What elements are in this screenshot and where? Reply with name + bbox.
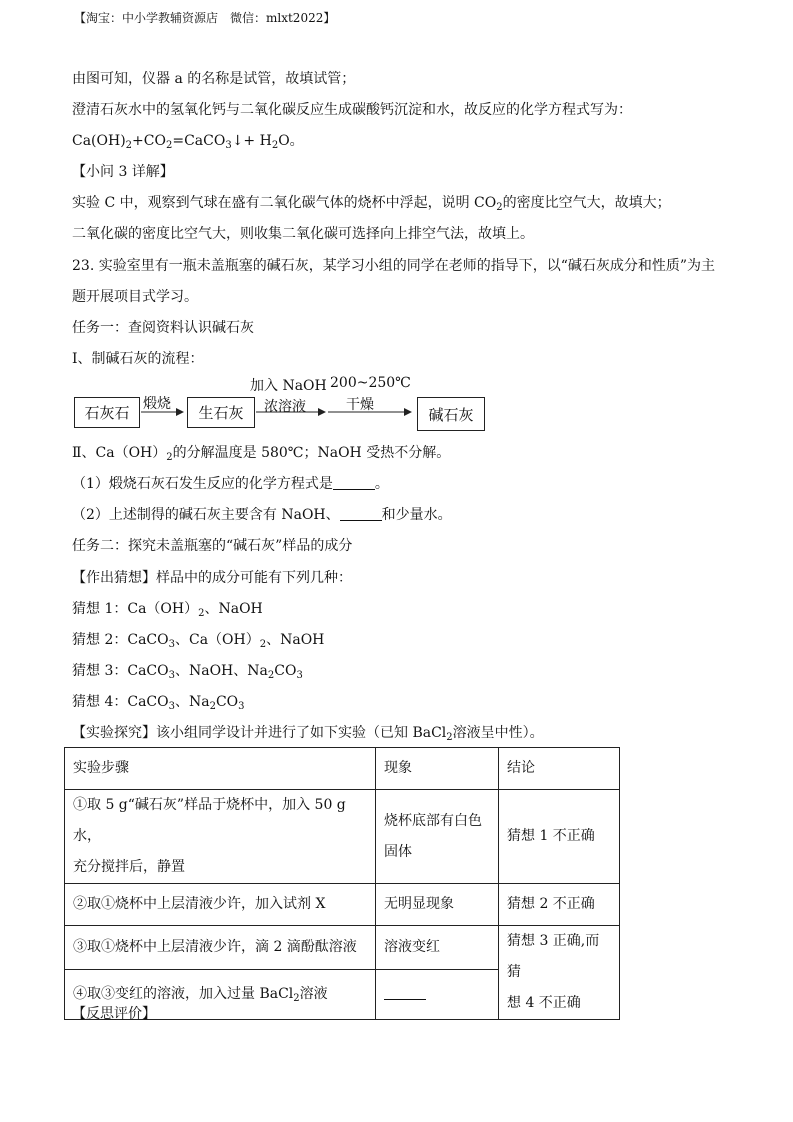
question-23-line-2: 题开展项目式学习。: [72, 289, 198, 305]
experiment-table: [64, 747, 620, 1020]
row2-step: ②取①烧杯中上层清液少许，加入试剂 X: [65, 884, 376, 926]
hypothesis-intro: 【作出猜想】样品中的成分可能有下列几种：: [72, 570, 352, 586]
chemical-equation: $Ca(OH)_2+CO_2=CaCO_3↓+ H_2O$。: [72, 133, 304, 151]
guess-3: 猜想 3：CaCO$_3$、NaOH、$Na_2CO_3$: [72, 663, 303, 681]
answer-line-2: 澄清石灰水中的氢氧化钙与二氧化碳反应生成碳酸钙沉淀和水，故反应的化学方程式写为：: [72, 102, 632, 118]
table-row: [65, 748, 620, 790]
answer-blank-3[interactable]: [384, 985, 426, 1000]
reflection-heading: 【反思评价】: [72, 1006, 156, 1022]
answer-blank-2[interactable]: [340, 506, 382, 521]
task-2-heading: 任务二：探究未盖瓶塞的“碱石灰”样品的成分: [72, 538, 353, 554]
info-2: Ⅱ、$Ca(OH)_2$的分解温度是 580℃；NaOH 受热不分解。: [72, 445, 451, 463]
row34-conclusion: 猜想 3 正确,而猜 想 4 不正确: [499, 926, 620, 1020]
flow-label-concentrated: 浓溶液: [264, 399, 306, 415]
row2-conclusion: 猜想 2 不正确: [499, 884, 620, 926]
flow-label-temperature: 200~250℃: [330, 375, 411, 391]
row1-phenomenon: 烧杯底部有白色 固体: [376, 790, 499, 884]
guess-2: 猜想 2：CaCO$_3$、$Ca(OH)_2$、NaOH: [72, 632, 325, 650]
table-row: [65, 926, 620, 970]
flow-label-calcine: 煅烧: [143, 396, 171, 412]
flow-label-add-naoh: 加入 NaOH: [250, 378, 327, 394]
question-2: （2）上述制得的碱石灰主要含有 NaOH、 和少量水。: [72, 507, 452, 523]
answer-blank-1[interactable]: [333, 475, 375, 490]
answer-line-4: 二氧化碳的密度比空气大，则收集二氧化碳可选择向上排空气法，故填上。: [72, 226, 534, 242]
question-23-line-1: 23. 实验室里有一瓶未盖瓶塞的碱石灰，某学习小组的同学在老师的指导下，以“碱石灰成分和性质”为主: [72, 258, 716, 274]
answer-line-1: 由图可知，仪器 a 的名称是试管，故填试管；: [72, 71, 356, 87]
experiment-intro: 【实验探究】该小组同学设计并进行了如下实验（已知 BaCl$_2$溶液呈中性）。: [72, 725, 544, 743]
question-1: （1）煅烧石灰石发生反应的化学方程式是 。: [72, 476, 389, 492]
page-header: 【淘宝：中小学教辅资源店 微信：mlxt2022】: [74, 11, 336, 25]
row4-step: ④取③变红的溶液，加入过量 BaCl$_2$溶液: [65, 970, 376, 1020]
table-row: [65, 884, 620, 926]
row1-step: ①取 5 g“碱石灰”样品于烧杯中，加入 50 g 水， 充分搅拌后，静置: [65, 790, 376, 884]
sub-question-3-heading: 【小问 3 详解】: [72, 164, 174, 180]
info-1: Ⅰ、制碱石灰的流程：: [72, 351, 204, 367]
row1-conclusion: 猜想 1 不正确: [499, 790, 620, 884]
flow-box-soda-lime: 碱石灰: [417, 397, 485, 431]
header-conclusion: 结论: [499, 748, 620, 790]
guess-1: 猜想 1：$Ca(OH)_2$、NaOH: [72, 601, 263, 619]
header-phenomenon: 现象: [376, 748, 499, 790]
answer-line-3: 实验 C 中，观察到气球在盛有二氧化碳气体的烧杯中浮起，说明 $CO_2$的密度比空气大，故填大；: [72, 195, 671, 213]
header-step: 实验步骤: [65, 748, 376, 790]
row2-phenomenon: 无明显现象: [376, 884, 499, 926]
table-row: [65, 790, 620, 884]
row4-phenomenon: [376, 970, 499, 1020]
flow-label-dry: 干燥: [346, 397, 374, 413]
row3-step: ③取①烧杯中上层清液少许，滴 2 滴酚酞溶液: [65, 926, 376, 970]
flow-box-limestone: 石灰石: [74, 397, 140, 428]
row3-phenomenon: 溶液变红: [376, 926, 499, 970]
flow-box-quicklime: 生石灰: [187, 397, 255, 428]
task-1-heading: 任务一：查阅资料认识碱石灰: [72, 320, 254, 336]
guess-4: 猜想 4：CaCO$_3$、$Na_2CO_3$: [72, 694, 245, 712]
